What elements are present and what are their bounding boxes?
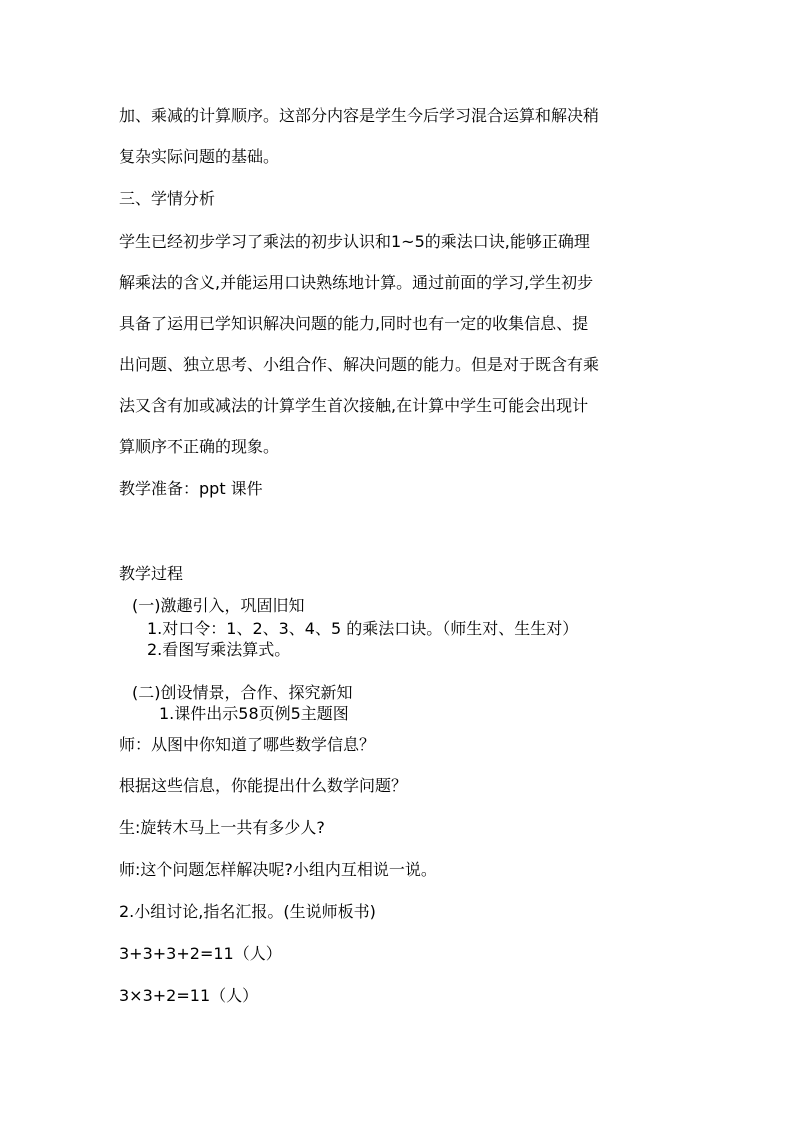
teacher-question: 师：从图中你知道了哪些数学信息？ (119, 735, 376, 754)
part1-item: 1.对口令：1、2、3、4、5 的乘法口诀。（师生对、生生对） (147, 619, 579, 638)
paragraph-line: 具备了运用已学知识解决问题的能力,同时也有一定的收集信息、提 (119, 314, 589, 333)
part2-item: 1.课件出示58页例5主题图 (159, 704, 349, 723)
equation: 3+3+3+2=11（人） (119, 944, 282, 963)
paragraph-line: 算顺序不正确的现象。 (119, 437, 280, 456)
paragraph-line: 加、乘减的计算顺序。这部分内容是学生今后学习混合运算和解决稍 (119, 106, 600, 125)
process-title: 教学过程 (119, 564, 184, 583)
equation: 3×3+2=11（人） (119, 986, 259, 1005)
section-heading: 三、学情分析 (119, 189, 216, 208)
part1-item: 2.看图写乘法算式。 (147, 640, 291, 659)
discussion-step: 2.小组讨论,指名汇报。(生说师板书) (119, 902, 376, 921)
teacher-question: 根据这些信息，你能提出什么数学问题？ (119, 776, 408, 795)
teaching-prep: 教学准备：ppt 课件 (119, 479, 263, 498)
paragraph-line: 解乘法的含义,并能运用口诀熟练地计算。通过前面的学习,学生初步 (119, 273, 594, 292)
part2-heading: (二)创设情景，合作、探究新知 (132, 683, 353, 702)
paragraph-line: 法又含有加或减法的计算学生首次接触,在计算中学生可能会出现计 (119, 396, 589, 415)
paragraph-line: 复杂实际问题的基础。 (119, 147, 280, 166)
paragraph-line: 学生已经初步学习了乘法的初步认识和1~5的乘法口诀,能够正确理 (119, 232, 590, 251)
paragraph-line: 出问题、独立思考、小组合作、解决问题的能力。但是对于既含有乘 (119, 355, 600, 374)
part1-heading: (一)激趣引入，巩固旧知 (132, 596, 305, 615)
student-answer: 生:旋转木马上一共有多少人? (119, 818, 325, 837)
teacher-question: 师:这个问题怎样解决呢?小组内互相说一说。 (119, 860, 437, 879)
